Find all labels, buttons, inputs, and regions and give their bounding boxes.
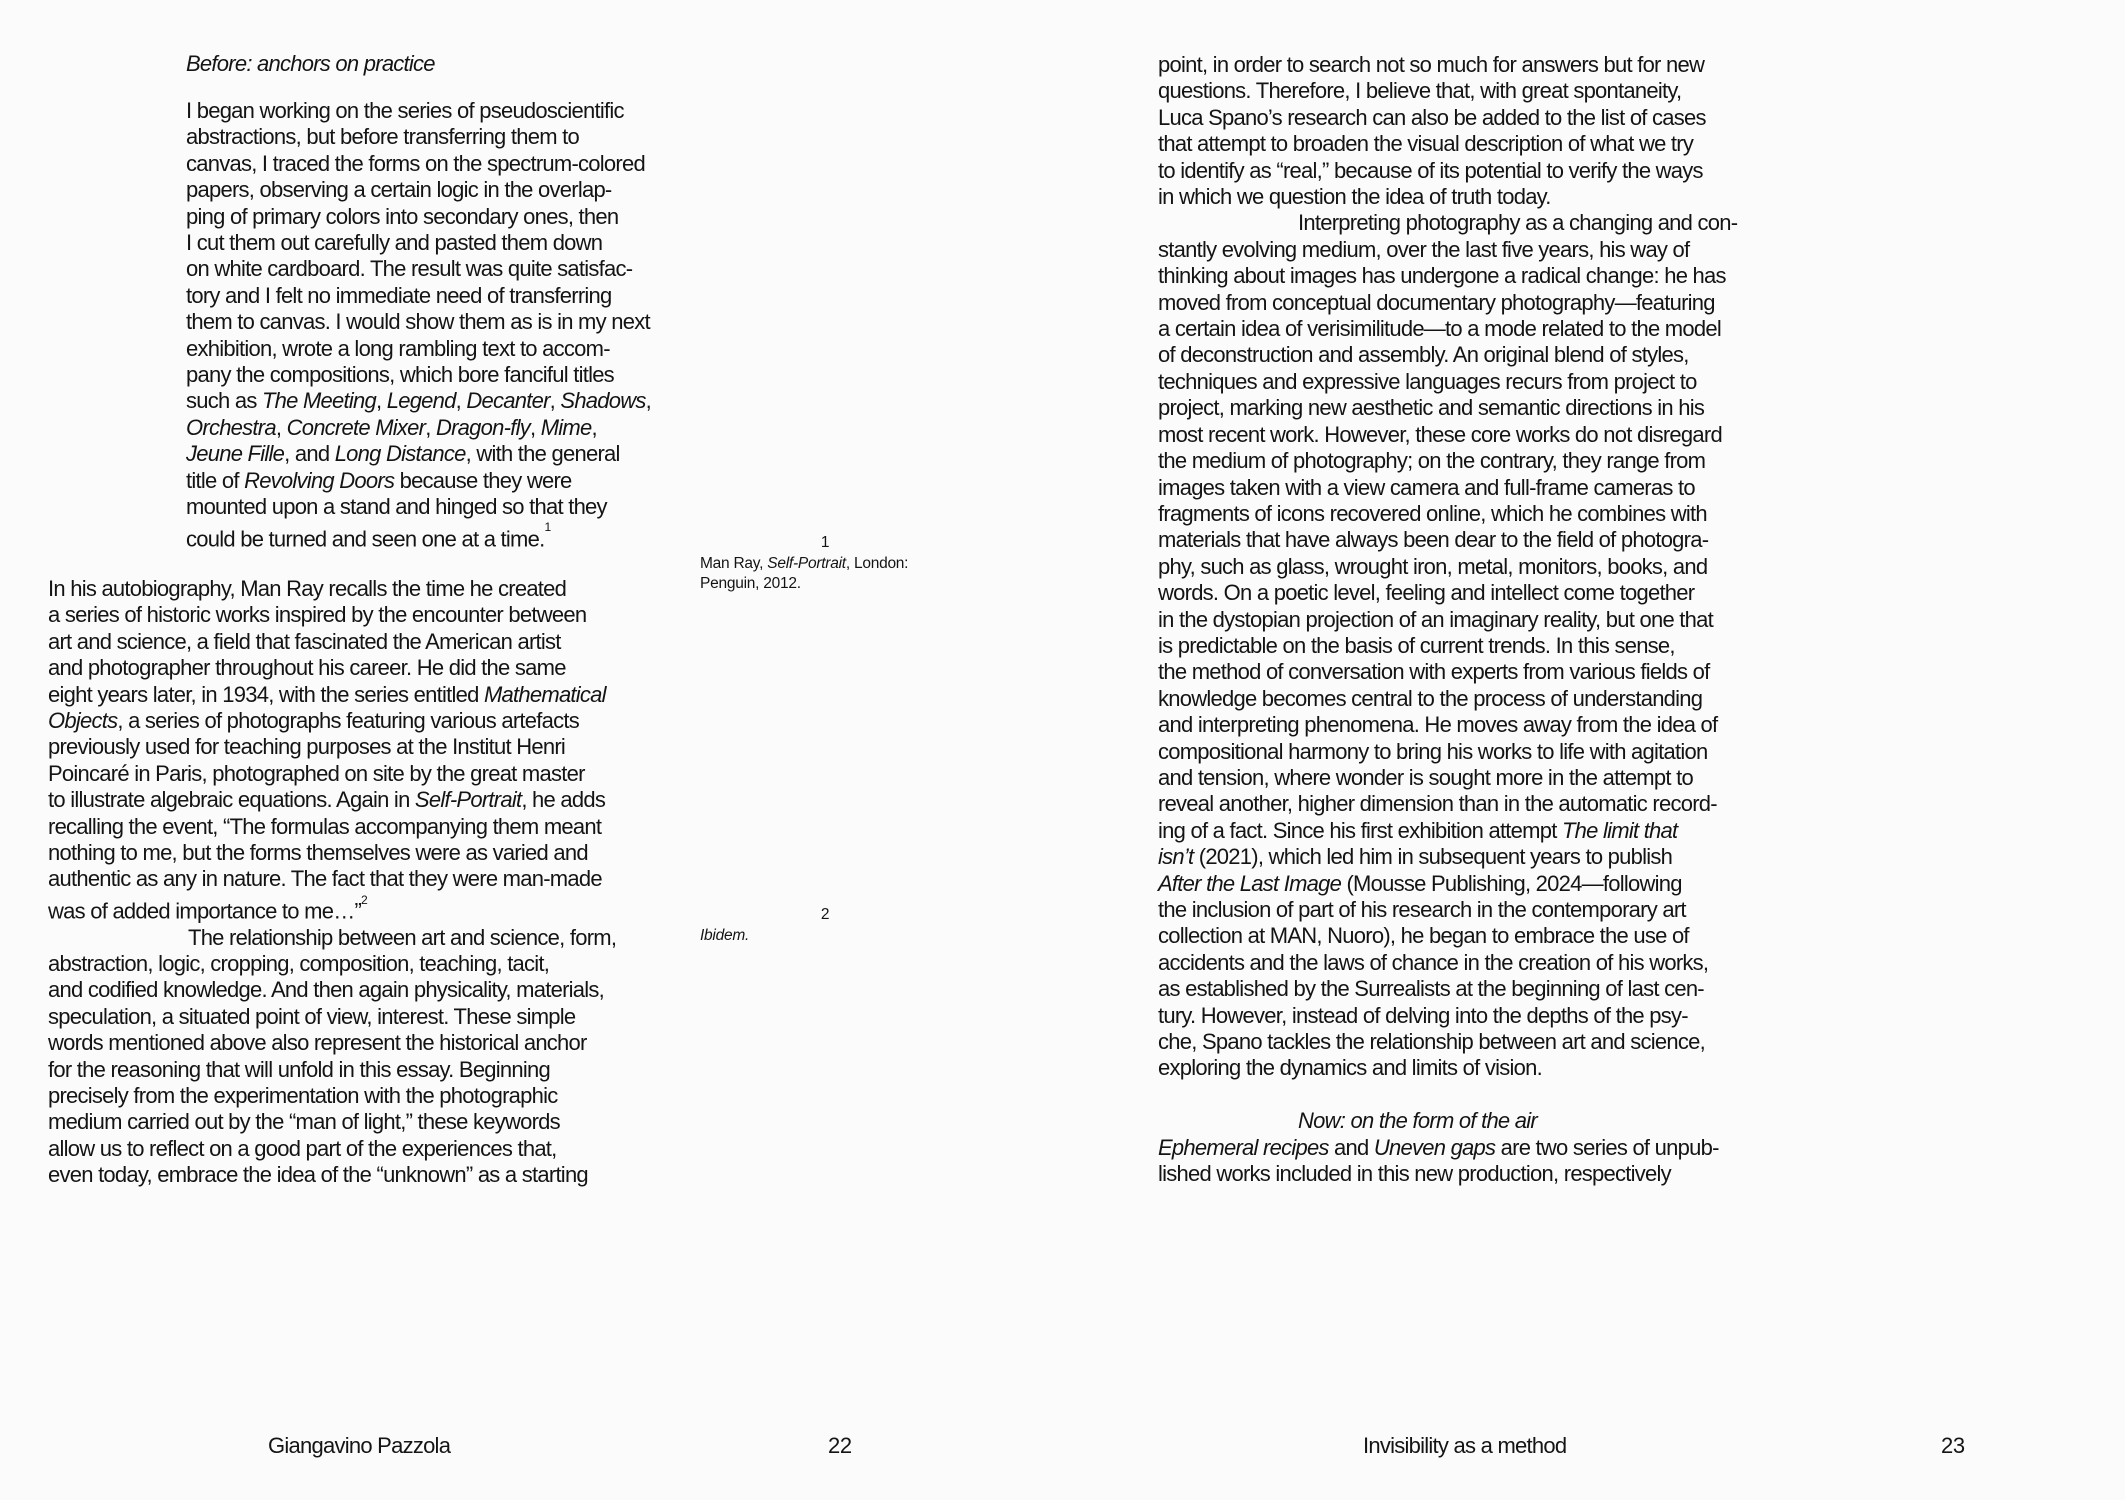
- footnote-1-number: 1: [820, 534, 830, 551]
- page-number-left: 22: [828, 1433, 852, 1458]
- footnote-2: [700, 905, 950, 946]
- footnote-1: [700, 533, 950, 595]
- footnote-2-text: Ibidem.: [700, 926, 750, 944]
- right-body-text: point, in order to search not so much for answers but for new questions. Therefore, I believe that, with great spontaneity, Luca Spano’s research can also be added to the list of cases that attempt to broaden the visual description of what we try to identify as “real,” because of its potential to verify the ways in which we question the idea of truth today. Interpreting photography as a changing and con- stantly evolving medium, over the last five years, his way of thinking about images has undergone a radical change: he has moved from conceptual documentary photography—featuring a certain idea of verisimilitude—to a mode related to the model of deconstruction and assembly. An original blend of styles, techniques and expressive languages recurs from project to project, marking new aesthetic and semantic directions in his most recent work. However, these core works do not disregard the medium of photography; on the contrary, they range from images taken with a view camera and full-frame cameras to fragments of icons recovered online, which he combines with materials that have always been dear to the field of photogra- phy, such as glass, wrought iron, metal, monitors, books, and words. On a poetic level, feeling and intellect come together in the dystopian projection of an imaginary reality, but one that is predictable on the basis of current trends. In this sense, the method of conversation with experts from various fields of knowledge becomes central to the process of understanding and interpreting phenomena. He moves away from the idea of compositional harmony to bring his works to life with agitation and tension, where wonder is sought more in the attempt to reveal another, higher dimension than in the automatic record- ing of a fact. Since his first exhibition attempt The limit that isn’t (2021), which led him in subsequent years to publish After the Last Image (Mousse Publishing, 2024—following the inclusion of part of his research in the contemporary art collection at MAN, Nuoro), he began to embrace the use of accidents and the laws of chance in the creation of his works, as established by the Surrealists at the beginning of last cen- tury. However, instead of delving into the depths of the psy- che, Spano tackles the relationship between art and science, exploring the dynamics and limits of vision. Now: on the form of the air Ephemeral recipes and Uneven gaps are two series of unpub- lished works included in this new production, respectively: [1158, 52, 1738, 1187]
- left-body-text: In his autobiography, Man Ray recalls the time he created a series of historic works inspired by the encounter between art and science, a field that fascinated the American artist and photographer throughout his career. He did the same eight years later, in 1934, with the series entitled Mathematical Objects, a series of photographs featuring various artefacts previously used for teaching purposes at the Institut Henri Poincaré in Paris, photographed on site by the great master to illustrate algebraic equations. Again in Self-Portrait, he adds recalling the event, “The formulas accompanying them meant nothing to me, but the forms themselves were as varied and authentic as any in nature. The fact that they were man-made was of added importance to me…”$^2$ The relationship between art and science, form, abstraction, logic, cropping, composition, teaching, tacit, and codified knowledge. And then again physicality, materials, speculation, a situated point of view, interest. These simple words mentioned above also represent the historical anchor for the reasoning that will unfold in this essay. Beginning precisely from the experimentation with the photographic medium carried out by the “man of light,” these keywords allow us to reflect on a good part of the experiences that, even today, embrace the idea of the “unknown” as a starting: [48, 576, 617, 1188]
- section-heading-before: Before: anchors on practice: [186, 51, 435, 76]
- block-quote-man-ray: I began working on the series of pseudoscientific abstractions, but before transferring them to canvas, I traced the forms on the spectrum-colored papers, observing a certain logic in the overlap- ping of primary colors into secondary ones, then I cut them out carefully and pasted them down on white cardboard. The result was quite satisfac- tory and I felt no immediate need of transferring them to canvas. I would show them as is in my next exhibition, wrote a long rambling text to accom- pany the compositions, which bore fanciful titles such as The Meeting, Legend, Decanter, Shadows, Orchestra, Concrete Mixer, Dragon-fly, Mime, Jeune Fille, and Long Distance, with the general title of Revolving Doors because they were mounted upon a stand and hinged so that they could be turned and seen one at a time.$^1$: [186, 98, 652, 551]
- page-number-right: 23: [1941, 1433, 1965, 1458]
- footer-author: Giangavino Pazzola: [268, 1433, 451, 1458]
- footnote-2-number: 2: [820, 906, 830, 923]
- footer-running-title: Invisibility as a method: [1363, 1433, 1567, 1458]
- footnote-1-text: Man Ray, Self-Portrait, London: Penguin, 2012.: [700, 554, 909, 593]
